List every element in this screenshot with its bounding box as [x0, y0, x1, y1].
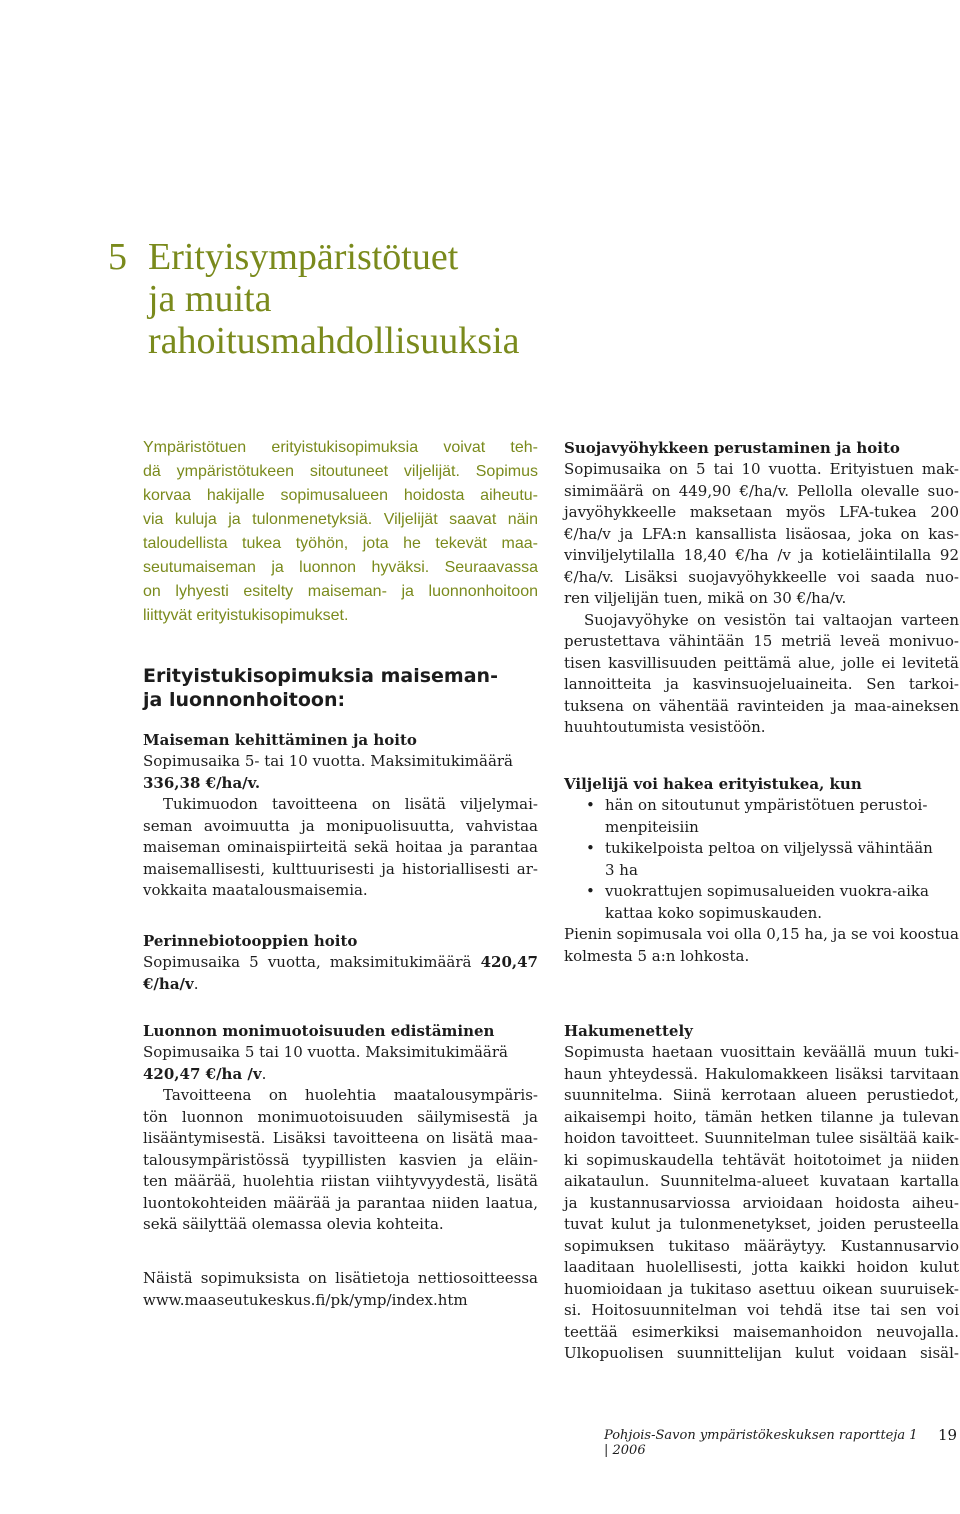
meta-line: Sopimusaika 5 vuotta, maksimitukimäärä 420,47 [143, 953, 538, 971]
body-line: javyöhykkeelle maksetaan myös LFA-tukea 200 [564, 503, 959, 521]
note-url: www.maaseutukeskus.fi/pk/ymp/index.htm [143, 1290, 468, 1309]
body-line: Ulkopuolisen suunnittelijan kulut voidaan sisäl- [564, 1344, 959, 1362]
section-title: Hakumenettely [564, 1022, 693, 1040]
body-line: aikaisempi hoito, tämän hetken tilanne ja tulevan [564, 1107, 959, 1126]
chapter-heading [108, 236, 668, 362]
section-suojavyohyke [564, 437, 959, 739]
chapter-number: 5 [108, 236, 127, 278]
bullet-icon: • [586, 882, 595, 900]
more-info-note [143, 1268, 538, 1311]
heading-line: ja luonnonhoitoon: [143, 689, 346, 711]
intro-line: via kuluja ja tulonmenetyksiä. Viljelijät saavat näin [143, 511, 538, 528]
note-line: Näistä sopimuksista on lisätietoja nettiosoitteessa [143, 1269, 538, 1287]
body-line: aikataulun. Suunnitelma-alueet kuvataan kartalla [564, 1172, 959, 1190]
body-line: ten määrää, huolehtia riistan viihtyvyydestä, lisätä [143, 1172, 538, 1190]
section-eligibility [564, 773, 959, 967]
body-line: maisemallisesti, kulttuurisesti ja historiallisesti ar- [143, 859, 538, 878]
list-item: • vuokrattujen sopimusalueiden vuokra-aika kattaa koko sopimuskauden. [586, 882, 929, 922]
section-title: Perinnebiotooppien hoito [143, 932, 358, 950]
body-line: hoidon tavoitteet. Suunnitelman tulee sisältää kaik- [564, 1129, 959, 1147]
body-line: Sopimusta haetaan vuosittain keväällä muun tuki- [564, 1043, 959, 1061]
heading-line: Erityistukisopimuksia maiseman- [143, 665, 498, 687]
body-line: Sopimusaika on 5 tai 10 vuotta. Erityistuen mak- [564, 460, 959, 478]
body-line: luontokohteiden määrää ja parantaa niiden laatua, [143, 1193, 538, 1212]
intro-paragraph [143, 436, 538, 628]
body-line: lannoitteita ja kasvinsuojeluaineita. Sen tarkoi- [564, 675, 959, 693]
meta-line: Sopimusaika 5- tai 10 vuotta. Maksimitukimäärä [143, 752, 514, 770]
body-line: laaditaan huolellisesti, jotta kaikki hoidon kulut [564, 1258, 959, 1276]
section-title: Maiseman kehittäminen ja hoito [143, 731, 417, 749]
body-line: lisääntymisestä. Lisäksi tavoitteena on lisätä maa- [143, 1129, 538, 1147]
eligibility-list [564, 795, 959, 924]
meta-amount: €/ha/v. [143, 974, 199, 993]
section-perinnebiotooppien-hoito [143, 930, 538, 995]
body-line: tuksena on vähentää ravinteiden ja maa-aineksen [564, 696, 959, 715]
body-line: maiseman ominaispiirteitä sekä hoitaa ja parantaa [143, 838, 538, 856]
list-item: • hän on sitoutunut ympäristötuen perustoi- menpiteisiin [586, 796, 928, 836]
section-maiseman-kehittaminen [143, 729, 538, 902]
intro-line: taloudellista tukea työhön, jota he tekevät maa- [143, 535, 538, 552]
intro-line: liittyvät erityistukisopimukset. [143, 607, 349, 624]
body-line: €/ha/v. Lisäksi suojavyöhykkeelle voi saada nuo- [564, 567, 959, 586]
page-footer: Pohjois-Savon ympäristökeskuksen raportteja 1 | 2006 [604, 1428, 918, 1458]
list-item: • tukikelpoista peltoa on viljelyssä vähintään 3 ha [586, 839, 933, 879]
body-line: Tavoitteena on huolehtia maatalousympäris- [163, 1086, 538, 1104]
meta-amount: 420,47 €/ha /v. [143, 1064, 267, 1083]
body-line: huuhtoutumista vesistöön. [564, 718, 766, 736]
body-line: vokkaita maatalousmaisemia. [143, 881, 368, 899]
body-line: tön luonnon monimuotoisuuden säilymisestä ja [143, 1107, 538, 1126]
chapter-title-line: ja muita [148, 278, 272, 320]
left-section-heading [143, 664, 538, 712]
page-number: 19 [938, 1426, 958, 1444]
body-line: simimäärä on 449,90 €/ha/v. Pellolla olevalle suo- [564, 481, 959, 500]
section-hakumenettely [564, 1020, 959, 1365]
section-title: Luonnon monimuotoisuuden edistäminen [143, 1022, 495, 1040]
body-line: sopimuksen tukitaso määräytyy. Kustannusarvio [564, 1236, 959, 1255]
section-title: Viljelijä voi hakea erityistukea, kun [564, 775, 862, 793]
body-line: €/ha/v ja LFA:n kansallista lisäosaa, joka on kas- [564, 524, 959, 543]
intro-line: seutumaiseman ja luonnon hyväksi. Seuraavassa [143, 559, 538, 576]
chapter-title-line: Erityisympäristötuet [148, 236, 459, 278]
bullet-icon: • [586, 839, 595, 857]
body-line: sekä säilyttää olemassa olevia kohteita. [143, 1215, 444, 1233]
intro-line: dä ympäristötukeen sitoutuneet viljelijät. Sopimus [143, 463, 538, 480]
body-line: teettää esimerkiksi maisemanhoidon neuvojalla. [564, 1322, 959, 1341]
body-line: suunnitelma. Siinä kerrotaan alueen perustiedot, [564, 1086, 959, 1104]
body-line: haun yhteydessä. Hakulomakkeen lisäksi tarvitaan [564, 1064, 959, 1083]
meta-line: Sopimusaika 5 tai 10 vuotta. Maksimitukimäärä [143, 1043, 508, 1061]
body-line: ja kustannusarviossa arvioidaan hoidosta aiheu- [564, 1193, 959, 1212]
body-line: vinviljelytilalla 18,40 €/ha /v ja kotieläintilalla 92 [564, 546, 959, 564]
intro-line: Ympäristötuen erityistukisopimuksia voivat teh- [143, 439, 538, 456]
body-line: Tukimuodon tavoitteena on lisätä viljelymai- [163, 795, 538, 813]
body-line: kolmesta 5 a:n lohkosta. [564, 946, 750, 965]
body-line: huomioidaan ja tukitaso asettuu oikean suuruisek- [564, 1279, 959, 1298]
body-line: ki sopimuskaudella tehtävät hoitotoimet ja niiden [564, 1150, 959, 1169]
body-line: tisen kasvillisuuden peittämä alue, jolle ei levitetä [564, 653, 959, 672]
chapter-title-line: rahoitusmahdollisuuksia [148, 320, 520, 362]
intro-line: korvaa hakijalle sopimusalueen hoidosta aiheutu- [143, 487, 538, 504]
meta-amount: 336,38 €/ha/v. [143, 773, 261, 792]
section-title: Suojavyöhykkeen perustaminen ja hoito [564, 439, 900, 457]
body-line: si. Hoitosuunnitelman voi tehdä itse tai sen voi [564, 1301, 959, 1319]
body-line: perustettava vähintään 15 metriä leveä monivuo- [564, 632, 959, 650]
body-line: Suojavyöhyke on vesistön tai valtaojan varteen [584, 610, 959, 629]
body-line: tuvat kulut ja tulonmenetykset, joiden perusteella [564, 1215, 959, 1233]
body-line: seman avoimuutta ja monipuolisuutta, vahvistaa [143, 816, 538, 835]
body-line: ren viljelijän tuen, mikä on 30 €/ha/v. [564, 589, 847, 607]
body-line: Pienin sopimusala voi olla 0,15 ha, ja se voi koostua [564, 925, 959, 943]
section-luonnon-monimuotoisuus [143, 1020, 538, 1236]
body-line: talousympäristössä tyypillisten kasvien ja eläin- [143, 1150, 538, 1169]
intro-line: on lyhyesti esitelty maiseman- ja luonnonhoitoon [143, 583, 538, 600]
bullet-icon: • [586, 796, 595, 814]
